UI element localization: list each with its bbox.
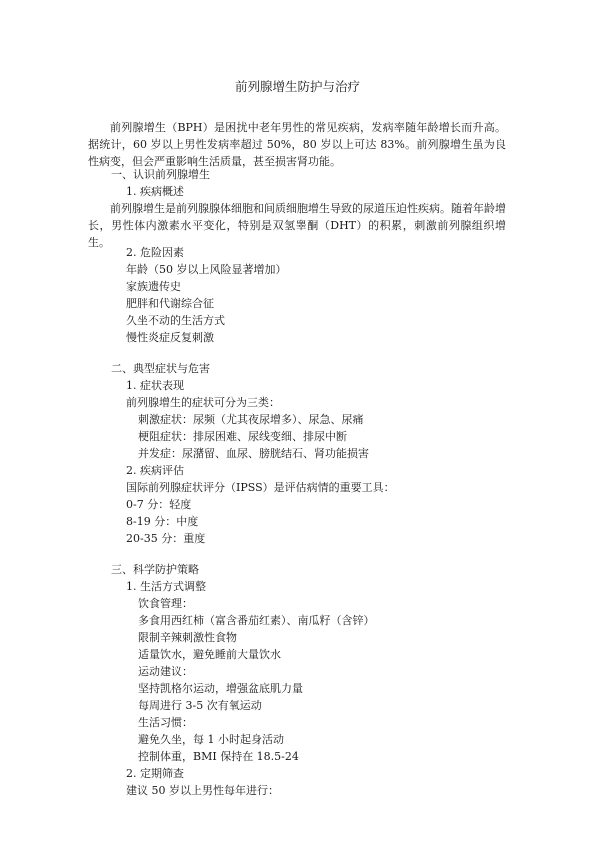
overview-paragraph: 前列腺增生是前列腺腺体细胞和间质细胞增生导致的尿道压迫性疾病。随着年龄增长，男性体内激素水平变化，特别是双氢睾酮（DHT）的积累，刺激前列腺组织增生。	[88, 202, 506, 249]
body-text: 建议 50 岁以上男性每年进行：	[126, 784, 279, 797]
section-heading: 三、科学防护策略	[111, 563, 199, 576]
body-text: 国际前列腺症状评分（IPSS）是评估病情的重要工具：	[126, 481, 395, 494]
subsection-heading: 2. 定期筛查	[126, 767, 184, 780]
list-label: 生活习惯：	[138, 716, 193, 729]
section-heading: 一、认识前列腺增生	[111, 168, 210, 181]
list-item: 20-35 分：重度	[126, 532, 206, 545]
subsection-heading: 2. 危险因素	[126, 246, 184, 259]
list-item: 家族遗传史	[126, 280, 181, 293]
section-heading: 二、典型症状与危害	[111, 362, 210, 375]
list-item: 多食用西红柿（富含番茄红素）、南瓜籽（含锌）	[138, 614, 375, 627]
list-item: 避免久坐，每 1 小时起身活动	[138, 733, 284, 746]
subsection-heading: 1. 症状表现	[126, 379, 184, 392]
list-item: 梗阻症状：排尿困难、尿线变细、排尿中断	[138, 430, 347, 443]
list-item: 控制体重，BMI 保持在 18.5-24	[138, 750, 299, 763]
list-item: 久坐不动的生活方式	[126, 314, 225, 327]
list-item: 适量饮水，避免睡前大量饮水	[138, 648, 281, 661]
list-item: 慢性炎症反复刺激	[126, 331, 214, 344]
list-label: 运动建议：	[138, 665, 193, 678]
list-item: 限制辛辣刺激性食物	[138, 631, 237, 644]
list-item: 年龄（50 岁以上风险显著增加）	[126, 263, 287, 276]
intro-paragraph: 前列腺增生（BPH）是困扰中老年男性的常见疾病，发病率随年龄增长而升高。据统计，60 岁以上男性发病率超过 50%，80 岁以上可达 83%。前列腺增生虽为良性病变，但会严重影响生活质量，甚至损害肾功能。	[88, 121, 506, 168]
subsection-heading: 1. 生活方式调整	[126, 580, 206, 593]
list-label: 饮食管理：	[138, 597, 193, 610]
list-item: 肥胖和代谢综合征	[126, 297, 214, 310]
list-item: 刺激症状：尿频（尤其夜尿增多）、尿急、尿痛	[138, 413, 364, 426]
page-title: 前列腺增生防护与治疗	[234, 79, 360, 94]
subsection-heading: 1. 疾病概述	[126, 185, 184, 198]
list-item: 0-7 分：轻度	[126, 498, 192, 511]
list-item: 坚持凯格尔运动，增强盆底肌力量	[138, 682, 303, 695]
subsection-heading: 2. 疾病评估	[126, 464, 184, 477]
body-text: 前列腺增生的症状可分为三类：	[126, 396, 280, 409]
list-item: 并发症：尿潴留、血尿、膀胱结石、肾功能损害	[138, 447, 369, 460]
list-item: 8-19 分：中度	[126, 515, 199, 528]
list-item: 每周进行 3-5 次有氧运动	[138, 699, 262, 712]
